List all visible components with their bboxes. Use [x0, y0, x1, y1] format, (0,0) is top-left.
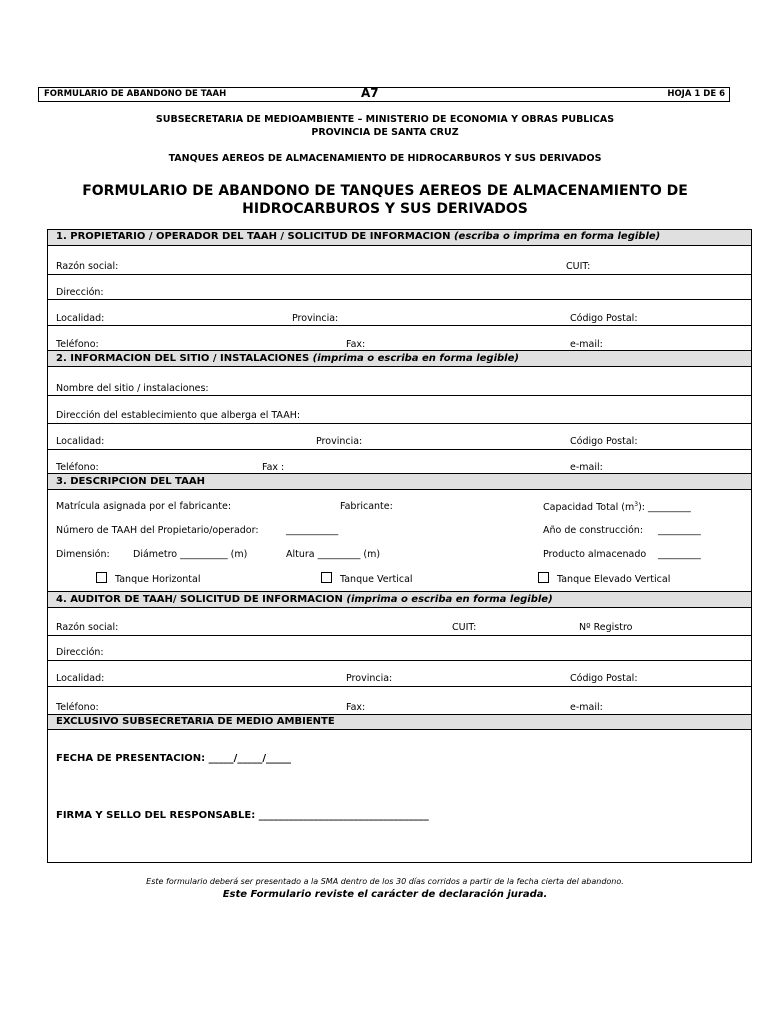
org-line-1: SUBSECRETARIA DE MEDIOAMBIENTE – MINISTERIO DE ECONOMIA Y OBRAS PUBLICAS	[155, 114, 615, 125]
s1-razon-social-label: Razón social:	[56, 261, 119, 272]
s2-direccion-label: Dirección del establecimiento que alberga el TAAH:	[56, 410, 301, 421]
s4-direccion-label: Dirección:	[56, 647, 104, 658]
form-name: FORMULARIO DE ABANDONO DE TAAH	[44, 89, 227, 99]
s1-telefono-label: Teléfono:	[56, 339, 99, 350]
checkbox-icon[interactable]	[538, 572, 549, 583]
section-1-heading: 1. PROPIETARIO / OPERADOR DEL TAAH / SOLICITUD DE INFORMACION (escriba o imprima en forma legible)	[48, 230, 751, 246]
s4-razon-social-label: Razón social:	[56, 622, 119, 633]
s3-option-elevado[interactable]: Tanque Elevado Vertical	[538, 572, 670, 585]
s2-provincia-label: Provincia:	[316, 436, 363, 447]
page-number: HOJA 1 DE 6	[667, 89, 725, 99]
section-2-heading: 2. INFORMACION DEL SITIO / INSTALACIONES (imprima o escriba en forma legible)	[48, 350, 751, 367]
s2-nombre-sitio-field[interactable]	[48, 395, 751, 396]
s3-producto-label: Producto almacenado	[543, 549, 647, 560]
s3-anio-label: Año de construcción:	[543, 525, 644, 536]
s3-matricula-label: Matrícula asignada por el fabricante:	[56, 501, 232, 512]
s1-codigo-postal-label: Código Postal:	[570, 313, 638, 324]
org-line-2: PROVINCIA DE SANTA CRUZ	[311, 127, 459, 138]
s1-cuit-label: CUIT:	[566, 261, 591, 272]
firma-sello-field[interactable]: FIRMA Y SELLO DEL RESPONSABLE: __________________________________	[56, 810, 429, 821]
footer-declaration: Este Formulario reviste el carácter de declaración jurada.	[222, 889, 548, 900]
s4-localidad-label: Localidad:	[56, 673, 105, 684]
s4-telefono-label: Teléfono:	[56, 702, 99, 713]
s2-localidad-label: Localidad:	[56, 436, 105, 447]
s3-producto-field[interactable]: _________	[658, 549, 701, 560]
org-line-3: TANQUES AEREOS DE ALMACENAMIENTO DE HIDROCARBUROS Y SUS DERIVADOS	[168, 153, 602, 164]
s3-diametro-field[interactable]: Diámetro __________ (m)	[133, 549, 248, 560]
page-title-line-1: FORMULARIO DE ABANDONO DE TANQUES AEREOS DE ALMACENAMIENTO DE	[82, 183, 688, 199]
s4-codigo-postal-label: Código Postal:	[570, 673, 638, 684]
s1-localidad-field[interactable]	[48, 325, 751, 326]
form-header-bar	[38, 87, 730, 102]
s2-direccion-field[interactable]	[48, 423, 751, 424]
s4-cuit-label: CUIT:	[452, 622, 477, 633]
s2-email-label: e-mail:	[570, 462, 603, 473]
s1-direccion-label: Dirección:	[56, 287, 104, 298]
s3-capacidad-label: Capacidad Total $(m^3)$: _________	[543, 501, 691, 514]
abandonment-form	[47, 229, 752, 863]
s3-fabricante-label: Fabricante:	[340, 501, 393, 512]
s2-telefono-label: Teléfono:	[56, 462, 99, 473]
page-title-line-2: HIDROCARBUROS Y SUS DERIVADOS	[242, 201, 528, 217]
s1-fax-label: Fax:	[346, 339, 366, 350]
s1-direccion-field[interactable]	[48, 299, 751, 300]
section-5-heading: EXCLUSIVO SUBSECRETARIA DE MEDIO AMBIENTE	[48, 714, 751, 730]
s4-registro-label: Nº Registro	[579, 622, 633, 633]
s2-fax-label: Fax :	[262, 462, 285, 473]
s3-altura-field[interactable]: Altura _________ (m)	[286, 549, 381, 560]
fecha-presentacion-field[interactable]: FECHA DE PRESENTACION: _____/_____/_____	[56, 753, 291, 764]
s3-option-vertical[interactable]: Tanque Vertical	[321, 572, 413, 585]
section-4-heading: 4. AUDITOR DE TAAH/ SOLICITUD DE INFORMACION (imprima o escriba en forma legible)	[48, 591, 751, 608]
s3-anio-field[interactable]: _________	[658, 525, 701, 536]
s1-localidad-label: Localidad:	[56, 313, 105, 324]
s2-codigo-postal-label: Código Postal:	[570, 436, 638, 447]
s4-fax-label: Fax:	[346, 702, 366, 713]
checkbox-icon[interactable]	[321, 572, 332, 583]
s3-numero-taah-field[interactable]: ___________	[286, 525, 339, 536]
s3-dimension-label: Dimensión:	[56, 549, 110, 560]
form-code: A7	[361, 86, 379, 100]
s4-razon-social-field[interactable]	[48, 635, 751, 636]
footer-note: Este formulario deberá ser presentado a la SMA dentro de los 30 días corridos a partir de la fecha cierta del abandono.	[146, 877, 624, 886]
s1-razon-social-field[interactable]	[48, 274, 751, 275]
s4-localidad-field[interactable]	[48, 686, 751, 687]
s4-direccion-field[interactable]	[48, 660, 751, 661]
s3-option-horizontal[interactable]: Tanque Horizontal	[96, 572, 201, 585]
section-3-heading: 3. DESCRIPCION DEL TAAH	[48, 473, 751, 490]
s1-email-label: e-mail:	[570, 339, 603, 350]
s4-provincia-label: Provincia:	[346, 673, 393, 684]
s3-numero-taah-label: Número de TAAH del Propietario/operador:	[56, 525, 259, 536]
s1-provincia-label: Provincia:	[292, 313, 339, 324]
s2-nombre-sitio-label: Nombre del sitio / instalaciones:	[56, 383, 209, 394]
s2-localidad-field[interactable]	[48, 449, 751, 450]
checkbox-icon[interactable]	[96, 572, 107, 583]
s4-email-label: e-mail:	[570, 702, 603, 713]
